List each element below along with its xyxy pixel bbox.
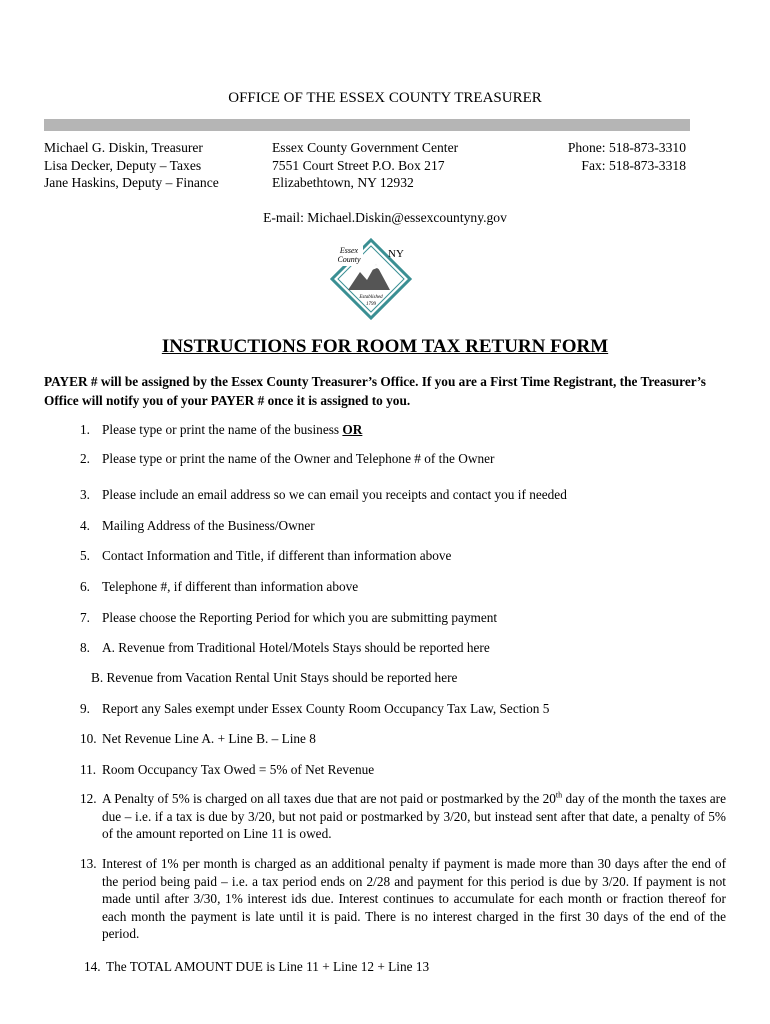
list-item-2 (80, 450, 726, 468)
item-number: 9. (80, 701, 90, 716)
phone-number: Phone: 518-873-3310 (567, 140, 686, 155)
item-text: Telephone #, if different than information above (102, 579, 359, 594)
item-text: B. Revenue from Vacation Rental Unit Stays should be reported here (91, 670, 458, 685)
item-number: 7. (80, 610, 90, 625)
list-item-10 (80, 730, 726, 748)
item-number: 10. (80, 731, 97, 746)
item-number: 8. (80, 640, 90, 655)
item-number: 2. (80, 451, 90, 466)
seal-year-text: 1799 (366, 302, 376, 307)
item-superscript: th (555, 790, 563, 800)
office-title: OFFICE OF THE ESSEX COUNTY TREASURER (228, 90, 542, 106)
list-item-8a (80, 639, 726, 657)
contact-column (568, 139, 686, 174)
item-text-part-1: A Penalty of 5% is charged on all taxes due that are not paid or postmarked by the 20 (102, 791, 556, 806)
item-number: 13. (80, 856, 97, 871)
item-text: Please include an email address so we can email you receipts and contact you if needed (102, 487, 567, 502)
item-text: Interest of 1% per month is charged as an additional penalty if payment is made more than 30 days after the end of the period being paid – i.e. a tax period ends on 2/28 and payment for this period is due by 3/20. If payment is not made until after 3/30, 1% interest ids due. Interest continues to accumulate for each month or fraction thereof for each month the payment is late until it is paid. There is no interest charged in the first 30 days of the end of the period. (102, 856, 726, 942)
seal-county-text: County (337, 255, 361, 264)
item-text-part-2: day of the month the taxes are due – i.e. if a tax is due by 3/20, but not paid or postmarked by 3/20, but instead sent after that date, a penalty of 5% of the amount reported on Line 11 is owed. (102, 791, 726, 842)
staff-deputy-taxes: Lisa Decker, Deputy – Taxes (44, 157, 202, 173)
item-or-emphasis: OR (342, 422, 363, 437)
address-line-1: Essex County Government Center (272, 140, 459, 155)
list-item-3 (80, 486, 726, 504)
list-item-8b (91, 669, 737, 687)
item-text: The TOTAL AMOUNT DUE is Line 11 + Line 12 + Line 13 (106, 959, 430, 974)
list-item-1 (80, 421, 726, 439)
list-item-6 (80, 578, 726, 596)
list-item-14 (80, 958, 726, 976)
item-number: 12. (80, 791, 97, 806)
address-line-2: 7551 Court Street P.O. Box 217 (272, 157, 445, 173)
item-number: 3. (80, 487, 90, 502)
list-item-7 (80, 609, 726, 627)
seal-established-text: Established (359, 295, 383, 300)
item-text: Report any Sales exempt under Essex County Room Occupancy Tax Law, Section 5 (102, 701, 550, 716)
header-rule (44, 119, 690, 131)
item-text: Room Occupancy Tax Owed = 5% of Net Revenue (102, 762, 375, 777)
list-item-11 (80, 761, 726, 779)
item-number: 14. (84, 959, 101, 974)
seal-essex-text: Essex (339, 246, 359, 255)
list-item-4 (80, 517, 726, 535)
item-number: 5. (80, 548, 90, 563)
item-text: Net Revenue Line A. + Line B. – Line 8 (102, 731, 316, 746)
item-text: Please type or print the name of the Owner and Telephone # of the Owner (102, 451, 495, 466)
fax-number: Fax: 518-873-3318 (581, 157, 686, 173)
list-item-13 (80, 855, 726, 943)
item-number: 11. (80, 762, 97, 777)
page-title: INSTRUCTIONS FOR ROOM TAX RETURN FORM (161, 336, 609, 357)
address-column (272, 139, 458, 192)
list-item-9 (80, 700, 726, 718)
list-item-12 (80, 790, 726, 843)
address-line-3: Elizabethtown, NY 12932 (272, 175, 414, 190)
staff-treasurer: Michael G. Diskin, Treasurer (44, 140, 203, 155)
item-text: Mailing Address of the Business/Owner (102, 518, 315, 533)
essex-county-seal-logo (330, 238, 412, 320)
seal-state-text: NY (388, 248, 404, 260)
item-text: Please choose the Reporting Period for which you are submitting payment (102, 610, 498, 625)
staff-column (44, 139, 219, 192)
list-item-5 (80, 547, 726, 565)
intro-paragraph: PAYER # will be assigned by the Essex County Treasurer’s Office. If you are a First Time Registrant, the Treasurer’s Office will notify you of your PAYER # once it is assigned to you. (44, 374, 706, 408)
item-text: Contact Information and Title, if different than information above (102, 548, 452, 563)
item-text: Please type or print the name of the business (102, 422, 340, 437)
staff-deputy-finance: Jane Haskins, Deputy – Finance (44, 175, 219, 190)
item-text: A. Revenue from Traditional Hotel/Motels Stays should be reported here (102, 640, 490, 655)
email-address: E-mail: Michael.Diskin@essexcountyny.gov (263, 210, 507, 225)
item-number: 1. (80, 422, 90, 437)
item-number: 4. (80, 518, 90, 533)
item-number: 6. (80, 579, 90, 594)
